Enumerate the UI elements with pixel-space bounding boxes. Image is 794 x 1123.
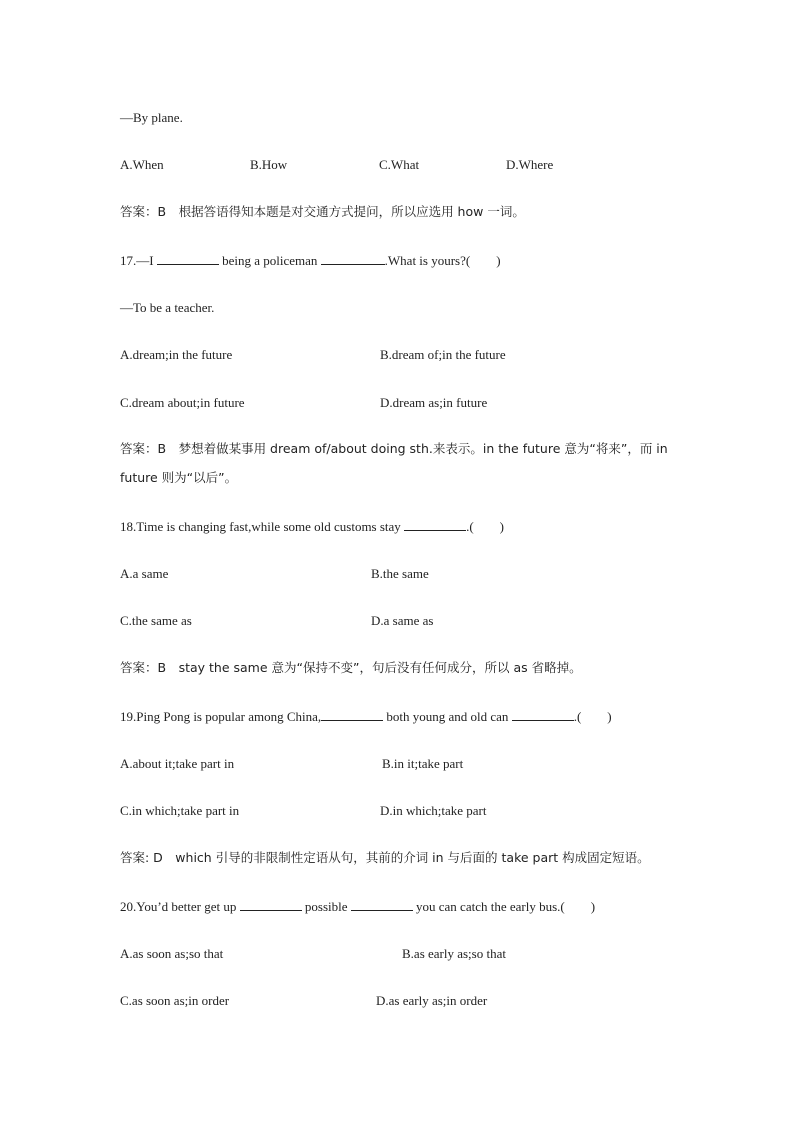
q17-option-b: B.dream of;in the future xyxy=(380,347,506,362)
q19-option-d: D.in which;take part xyxy=(380,803,487,818)
q19-blank-1 xyxy=(321,708,383,721)
q18-option-d: D.a same as xyxy=(371,613,434,628)
q18-explanation: 答案：B stay the same 意为“保持不变”，句后没有任何成分，所以 as 省略掉。 xyxy=(120,660,582,675)
q20-blank-2 xyxy=(351,898,413,911)
q17-explanation-line1: 答案：B 梦想着做某事用 dream of/about doing sth.来表示。in the future 意为“将来”，而 in xyxy=(120,441,668,456)
q17-option-a: A.dream;in the future xyxy=(120,347,233,362)
q18-option-a: A.a same xyxy=(120,566,169,581)
q20-option-d: D.as early as;in order xyxy=(376,993,488,1008)
q16-answer-line: —By plane. xyxy=(120,110,183,125)
q19-option-c: C.in which;take part in xyxy=(120,803,240,818)
q19-explanation: 答案: D which 引导的非限制性定语从句，其前的介词 in 与后面的 take part 构成固定短语。 xyxy=(120,850,650,865)
q20-stem-part3: you can catch the early bus.( ) xyxy=(412,899,596,914)
q20-stem xyxy=(120,898,595,915)
q19-stem xyxy=(120,708,612,725)
q19-stem-part1: 19.Ping Pong is popular among China, xyxy=(120,709,322,724)
q17-stem xyxy=(120,252,501,269)
q20-option-a: A.as soon as;so that xyxy=(120,946,224,961)
q19-stem-part3: .( ) xyxy=(573,709,612,724)
q20-stem-part1: 20.You’d better get up xyxy=(120,899,240,914)
q17-stem-part2: being a policeman xyxy=(218,253,321,268)
q17-stem-part3: .What is yours?( ) xyxy=(384,253,501,268)
q18-option-b: B.the same xyxy=(371,566,429,581)
q16-option-b: B.How xyxy=(250,157,288,172)
q18-blank-1 xyxy=(404,518,466,531)
q18-stem xyxy=(120,518,504,535)
q19-option-b: B.in it;take part xyxy=(382,756,464,771)
q20-stem-part2: possible xyxy=(301,899,351,914)
q16-explanation: 答案：B 根据答语得知本题是对交通方式提问，所以应选用 how 一词。 xyxy=(120,204,525,219)
q17-blank-1 xyxy=(157,252,219,265)
q19-blank-2 xyxy=(512,708,574,721)
q17-option-d: D.dream as;in future xyxy=(380,395,488,410)
q19-stem-part2: both young and old can xyxy=(383,709,512,724)
q16-option-a: A.When xyxy=(120,157,164,172)
q17-blank-2 xyxy=(321,252,385,265)
q18-stem-part2: .( ) xyxy=(466,519,504,534)
q16-option-c: C.What xyxy=(379,157,420,172)
q17-reply: —To be a teacher. xyxy=(120,300,215,315)
q17-option-c: C.dream about;in future xyxy=(120,395,245,410)
q17-explanation-line2: future 则为“以后”。 xyxy=(120,470,238,485)
q20-blank-1 xyxy=(240,898,302,911)
q18-option-c: C.the same as xyxy=(120,613,192,628)
q16-option-d: D.Where xyxy=(506,157,554,172)
q17-stem-part1: 17.—I xyxy=(120,253,157,268)
q19-option-a: A.about it;take part in xyxy=(120,756,235,771)
q20-option-b: B.as early as;so that xyxy=(402,946,506,961)
q20-option-c: C.as soon as;in order xyxy=(120,993,230,1008)
q18-stem-part1: 18.Time is changing fast,while some old customs stay xyxy=(120,519,405,534)
